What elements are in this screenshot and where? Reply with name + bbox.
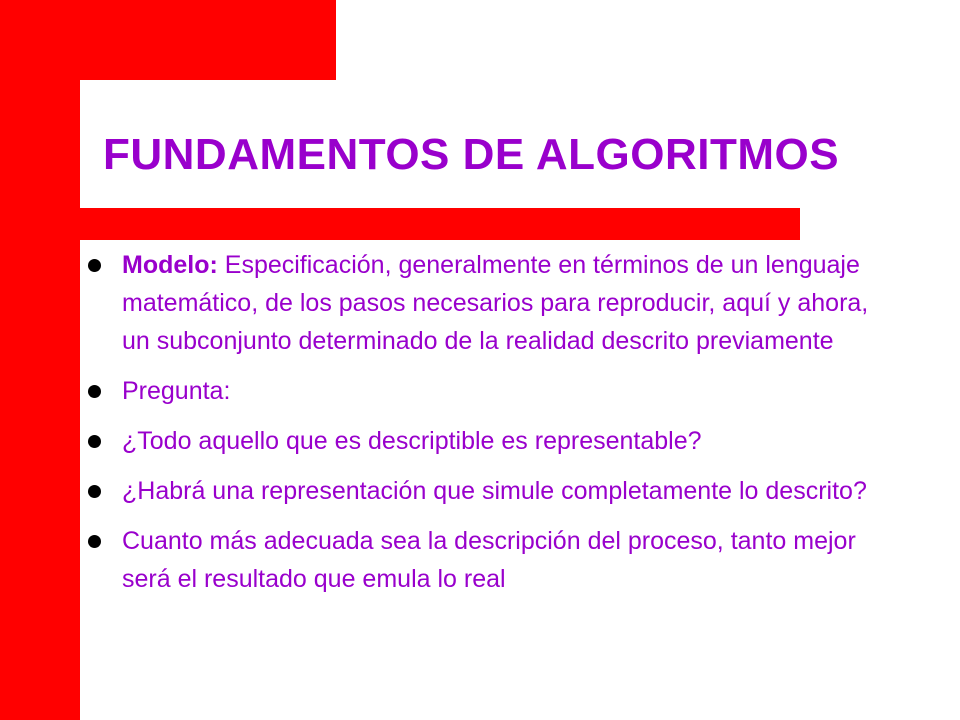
bullet-dot-icon — [88, 535, 101, 548]
bullet-text: ¿Habrá una representación que simule completamente lo descrito? — [122, 477, 867, 505]
bullet-dot-icon — [88, 259, 101, 272]
bullet-text: Pregunta: — [122, 377, 231, 405]
bullet-item — [84, 372, 884, 410]
bullet-item — [84, 522, 884, 598]
bullet-item — [84, 422, 884, 460]
red-title-underline-band — [0, 208, 800, 240]
red-left-bar — [0, 0, 80, 720]
red-top-block — [0, 0, 336, 80]
bullet-text: Cuanto más adecuada sea la descripción del proceso, tanto mejor será el resultado que emula lo real — [122, 527, 856, 593]
bullet-text: Especificación, generalmente en términos de un lenguaje matemático, de los pasos necesarios para reproducir, aquí y ahora, un subconjunto determinado de la realidad descrito previamente — [122, 251, 869, 355]
bullet-dot-icon — [88, 435, 101, 448]
bullet-term: Modelo: — [122, 251, 218, 279]
bullet-item — [84, 472, 884, 510]
bullet-item — [84, 246, 884, 360]
bullet-text: ¿Todo aquello que es descriptible es representable? — [122, 427, 702, 455]
bullet-dot-icon — [88, 485, 101, 498]
bullet-dot-icon — [88, 385, 101, 398]
bullet-list — [84, 246, 884, 610]
slide-title: FUNDAMENTOS DE ALGORITMOS — [103, 130, 840, 179]
